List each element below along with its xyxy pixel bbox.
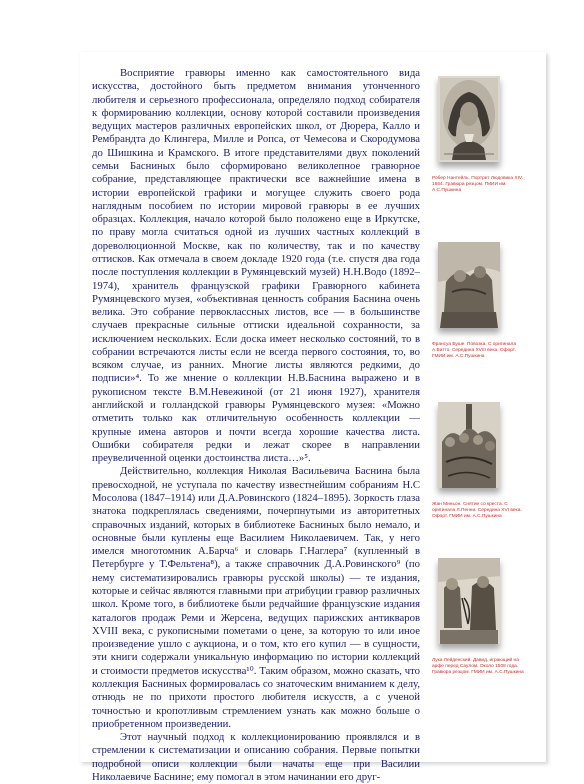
engraving-genre-scene-icon bbox=[438, 242, 500, 328]
paragraph: Действительно, коллекция Николая Васильевича Баснина была превосходной, не уступала по качеству известнейшим собраниям Н.С Мосолова (1847–1914) или Д.А.Ровинского (1824–1895). Зоркость глаза знатока подкреплялась сведениями, почерпнутыми из авторитетных справочных изданий, которых в библиотеке Басниных было немало, и основные были куплены еще Василием Николаевичем. Так, у него имелся многотомник А.Барча⁶ и словарь Г.Наглера⁷ (купленный в Петербурге у Т.Фельтена⁸), а также справочник Д.А.Ровинского⁹ (по нему систематизировались гравюры русской школы) — те издания, которые и сейчас являются главными при атрибуции гравюр различных школ. Кроме того, в библиотеке были редчайшие французские издания каталогов продаж Реми и Жерсена, ведущих парижских антикваров XVIII века, с рукописными пометами о цене, за которую то или иное произведение ушло с аукциона, и о том, кто его купил — в сущности, эти книги содержали уникальную информацию по истории коллекций и стоимости предметов искусства¹⁰. Таким образом, можно сказать, что коллекция Басниных формировалась со знаточеским вниманием к делу, отнюдь не по прихоти простого любителя искусств, а с ученой точностью и кропотливым стремлением узнать как можно больше о приобретенном произведении. bbox=[92, 465, 420, 730]
figure-caption: Робер Нантейль. Портрет Людовика XIV. 1664. Гравюра резцом. ГМИИ им. А.С.Пушкина bbox=[432, 176, 523, 193]
figure-caption: Франсуа Буше. Повозка. С оригинала А.Ватто. Середина XVIII века. Офорт. ГМИИ им. А.С.Пушкина bbox=[432, 342, 516, 359]
paragraph: Этот научный подход к коллекционированию проявлялся и в стремлении к систематизации и описанию собрания. Первые попытки подробной описи коллекции были начаты еще при Василии Николаевиче Баснине; ему помогал в этом начинании его друг- bbox=[92, 731, 420, 783]
engraving-david-harp-icon bbox=[438, 558, 500, 644]
figure-caption: Лука Лейденский. Давид, играющий на арфе перед Саулом. Около 1508 года. Гравюра резцом. ГМИИ им. А.С.Пушкина bbox=[432, 658, 524, 675]
figure-1 bbox=[432, 76, 524, 194]
engraving-portrait-icon bbox=[438, 76, 500, 162]
paragraph: Восприятие гравюры именно как самостоятельного вида искусства, достойного быть предметом внимания утонченного любителя и серьезного профессионала, определяло подход собирателя к формированию коллекции, основу которой составили произведения ведущих мастеров различных европейских школ, от Дюрера, Калло и Рембрандта до Клингера, Милле и Ропса, от Чемесова и Скородумова до Шишкина и Крамского. В итоге представителями двух поколений семьи Басниных было сформировано великолепное гравюрное собрание, представляющее практически все важнейшие имена в истории европейской графики и могущее служить своего рода наглядным пособием по истории мировой гравюры в ее лучших образцах. Коллекция, начало которой было положено еще в Иркутске, по праву могла считаться одной из лучших частных коллекций в дореволюционной Москве, как по количеству, так и по качеству оттисков. Как отмечала в своем докладе 1920 года (т.е. спустя два года после поступления коллекции в Румянцевский музей) Н.Н.Водо (1892–1974), хранитель французской графики Гравюрного кабинета Румянцевского музея, «объективная ценность собрания Баснина очень велика. Это собрание первоклассных листов, все — в большинстве случаев прекрасные сильные оттиски идеальной сохранности, за исключением нескольких. Если доска имеет несколько состояний, то в собрании встречаются листы если не всегда первого состояния, то, во всяком случае, из ранних. Многие листы являются редкими, до подписи»⁴. То же мнение о коллекции Н.В.Баснина выражено и в рукописном тексте В.М.Невежиной (от 21 июня 1927), хранителя английской и голландской гравюры Румянцевского музея: «Можно отметить только как отличительную особенность коллекции — крупные имена авторов и почти всегда хорошие качества листа. Ошибки собирателя редки и лежат скорее в направлении преувеличенной оценки достоинства листа…»⁵. bbox=[92, 67, 420, 465]
figure-3 bbox=[432, 402, 524, 520]
figure-2 bbox=[432, 242, 524, 360]
figure-caption: Жан Миньон. Снятие со креста. С оригинала Л.Пенни. Середина XVI века. Офорт. ГМИИ им. А.С.Пушкина bbox=[432, 502, 522, 519]
figure-4 bbox=[432, 558, 524, 676]
article-body bbox=[92, 67, 420, 784]
engraving-crowd-scene-icon bbox=[438, 402, 500, 488]
